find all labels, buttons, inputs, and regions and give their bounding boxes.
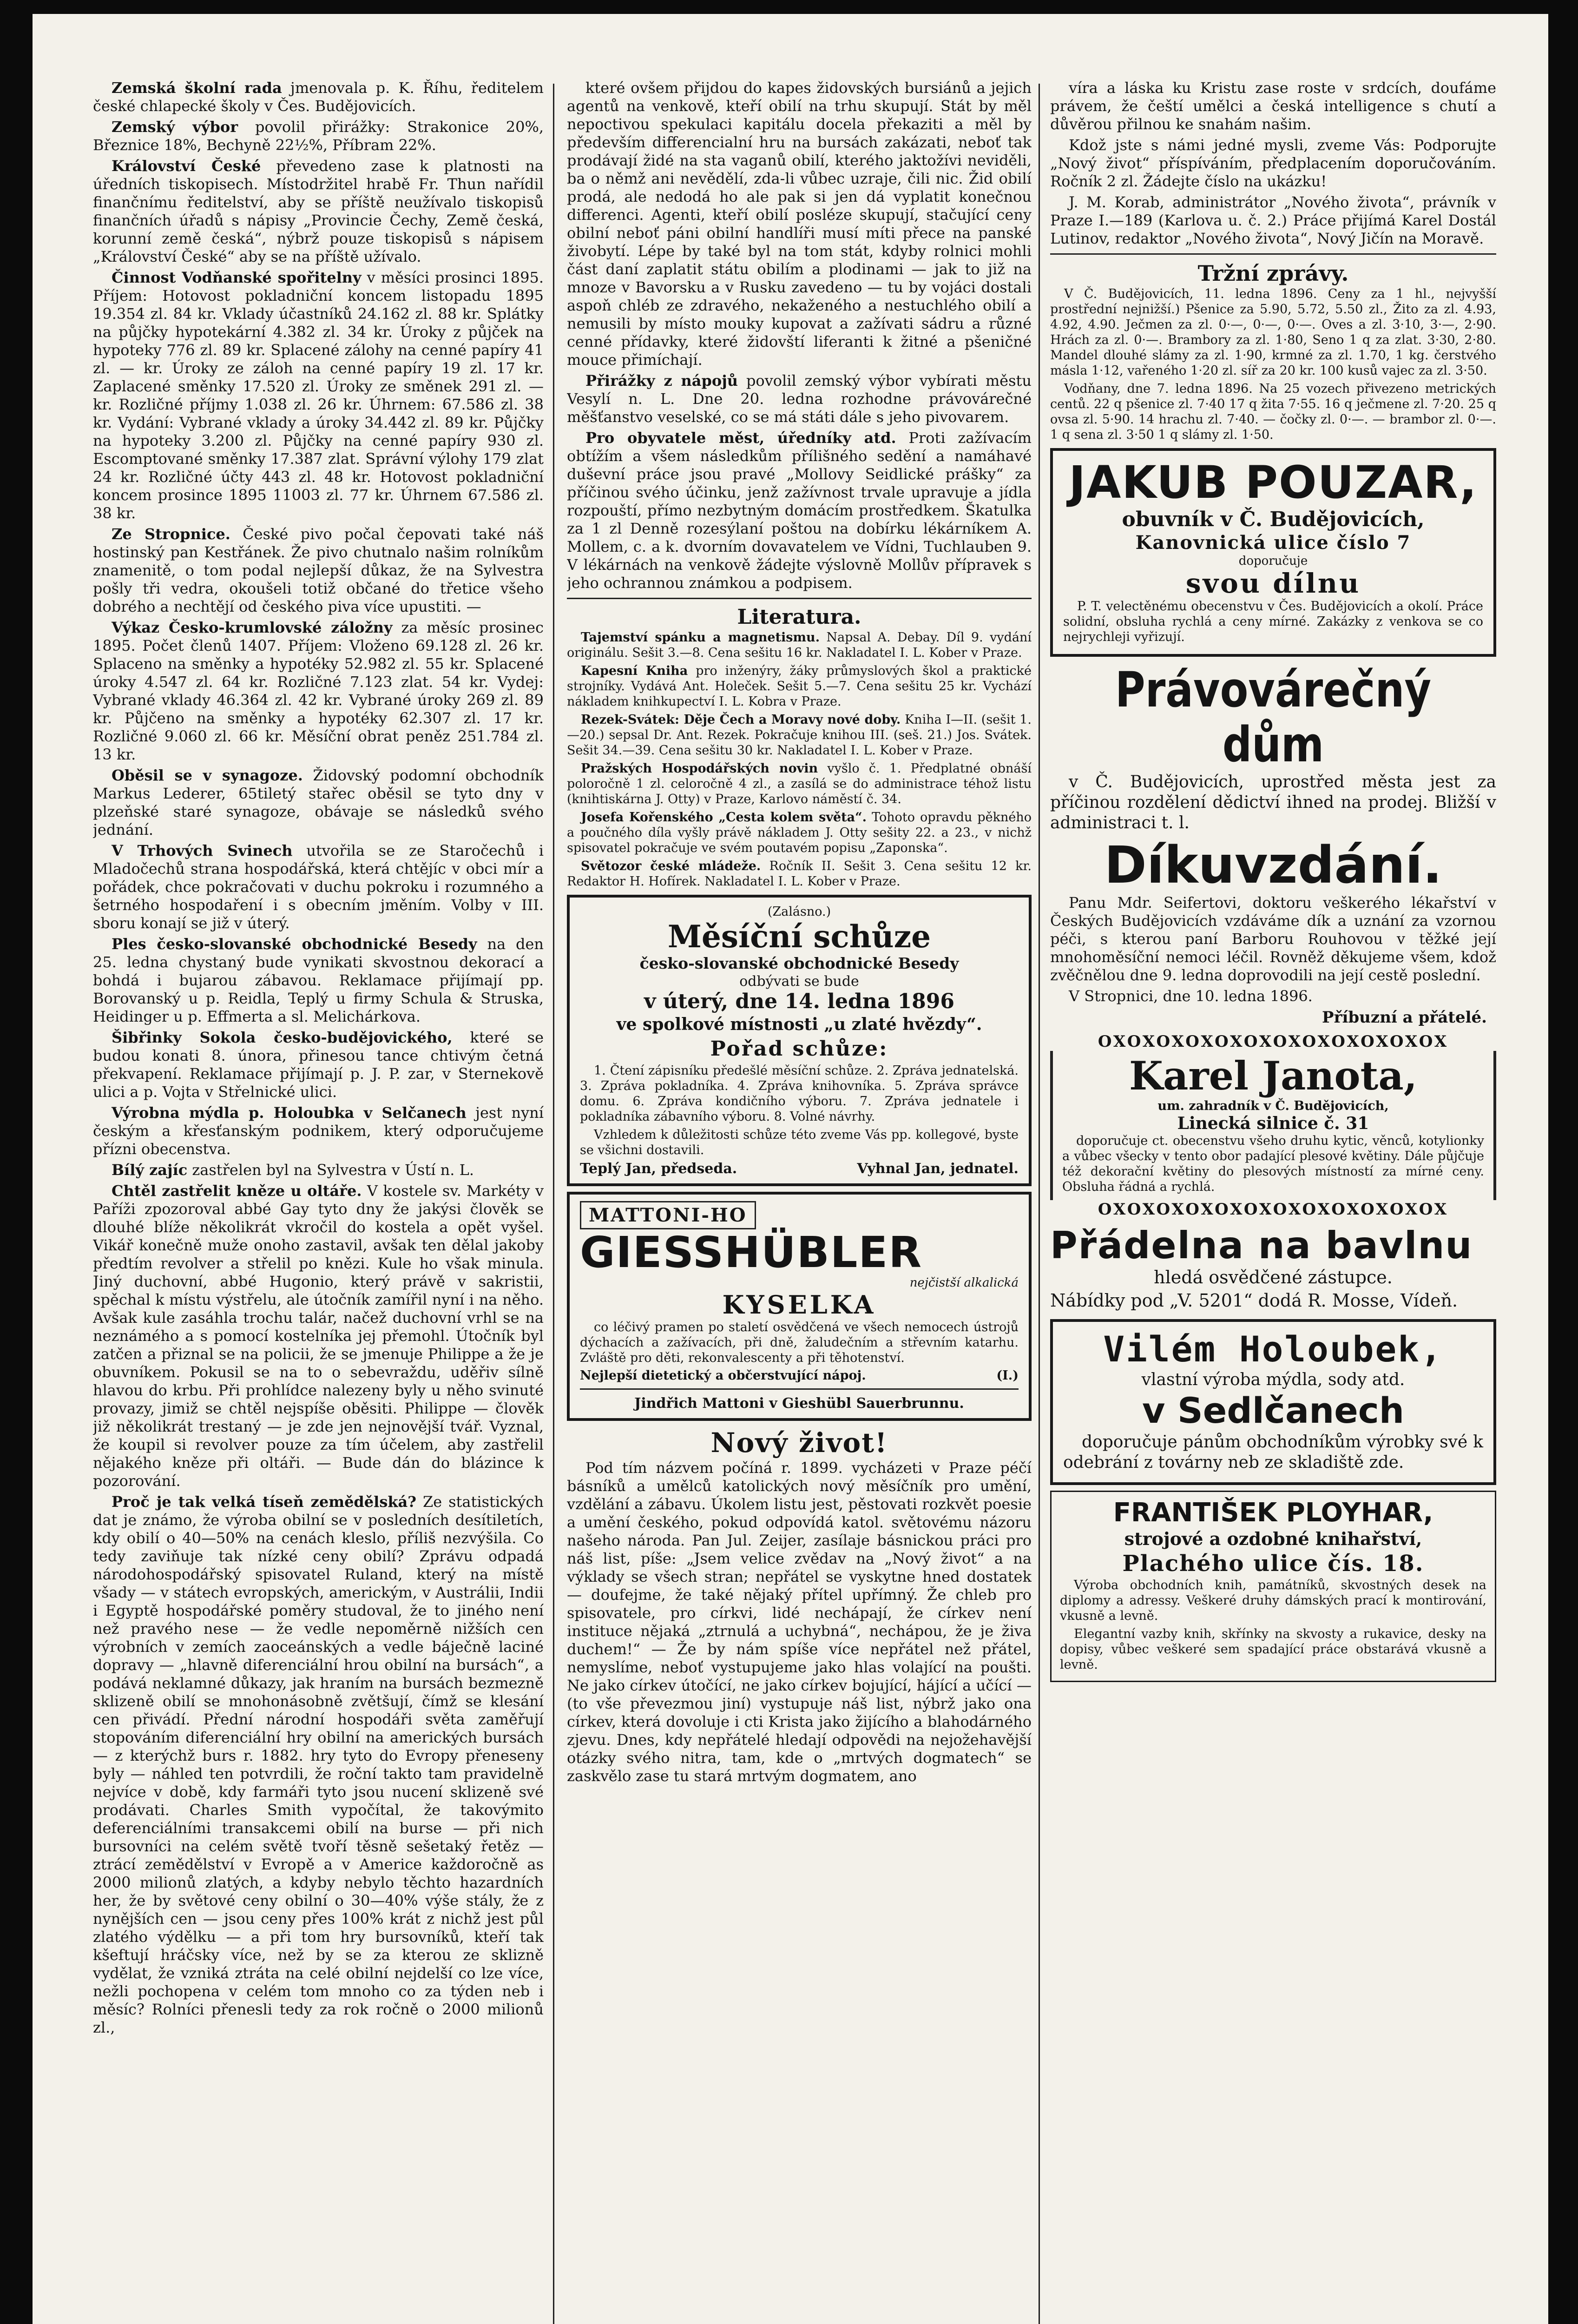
news-item [93, 1493, 544, 2037]
news-item [93, 157, 544, 266]
news-item [567, 712, 1032, 758]
news-item-lead: Světozor české mládeže. [581, 859, 761, 873]
pouzar-line4: svou dílnu [1185, 568, 1361, 599]
schuze-place: ve spolkové místnosti „u zlaté hvězdy“. [616, 1015, 982, 1034]
news-item [93, 79, 544, 115]
news-item-text: povolil zemský výbor vybírati městu Vesylí n. L. Dne 20. ledna rozhodne právovárečné měšťanstvo veselské, co se má státi dále s jeho pivovarem. [567, 372, 1032, 426]
news-item-text: Napsal A. Debay. Díl 9. vydání originálu. Sešit 3.—8. Cena sešitu 16 kr. Nakladatel I. L. Kober v Praze. [567, 630, 1032, 660]
news-item-lead: Oběsil se v synagoze. [112, 766, 303, 784]
ployhar-line1: strojové a ozdobné knihařství, [1124, 1528, 1422, 1549]
news-item-lead: Výkaz Česko-krumlovské záložny [112, 619, 393, 636]
news-item [567, 372, 1032, 426]
news-item [567, 858, 1032, 889]
ployhar-body2: Elegantní vazby knih, skřínky na skvosty a rukavice, desky na dopisy, vůbec veškeré sem spadající práce obstarává vkusně a levně. [1060, 1627, 1486, 1672]
news-item-text: Ročník II. Sešit 3. Cena sešitu 12 kr. Redaktor H. Hofírek. Nakladatel I. L. Kober v Praze. [567, 859, 1032, 889]
news-item-lead: Josefa Kořenského „Cesta kolem světa“. [581, 810, 867, 825]
sign-predseda: Teplý Jan, předseda. [580, 1161, 737, 1177]
holoubek-line1: vlastní výroba mýdla, sody atd. [1141, 1370, 1405, 1389]
trzni-budejovice: V Č. Budějovicích, 11. ledna 1896. Ceny za 1 hl., nejvyšší prostřední nejnižší.) Pšenice za 5.90, 5.72, 5.50 zl., Žito za zl. 4.93, 4.92, 4.90. Ječmen za zl. 0·—, 0·—, 0·—. Oves a zl. 3·10, 3·—, 2·90. Hrách za zl. 0·—. Brambory za zl. 1·80, Seno 1 q za zlat. 3·30, 2·80. Mandel dlouhé slámy za zl. 1·90, krmné za zl. 1.70, 1 kg. čerstvého másla 1·12, vařeného 1·20 zl. síř za 20 kr. 100 kusů vajec za zl. 3·50. [1050, 287, 1496, 378]
news-item-lead: Pro obyvatele měst, úředníky atd. [585, 429, 896, 447]
dikuvzdani-sign: Příbuzní a přátelé. [1322, 1008, 1487, 1027]
news-item [93, 619, 544, 764]
news-item [93, 935, 544, 1026]
news-item-text: V kostele sv. Markéty v Paříži zpozoroval abbé Gay tyto dny že jakýsi člověk se dlouhé blíže několikrát vkročil do kostela a opět vyšel. Vikář konečně muže onoho zastavil, avšak ten dělal jakoby předtím revolver a střelil po knězi. Kule ho však minula. Jiný duchovní, abbé Hugonio, který právě v sakristii, spěchal k místu výstřelu, ale útočník zamířil nyní i na něho. Avšak kule zasáhla trochu talár, načež duchovní vrhl se na neznámého a s pomocí kostelníka jej přemohl. Útočník byl zatčen a přiznal se na policii, že se jmenuje Philippe a že je obuvníkem. Pokusil se na to o sebevraždu, uděřiv sílně hlavou do krbu. Při prohlídce nalezeny byly u něho svinuté provazy, jimiž se chtěl nejspíše oběsiti. Philippe — člověk již několikrát trestaný — je zde jen nejnovější tvář. Vyznal, že koupil si revolver pouze za tím účelem, aby zastřelil nějakého kněze při oltáři. — Bude dán do blázince k pozorování. [93, 1182, 544, 1490]
news-item-text: pro inženýry, žáky průmyslových škol a praktické strojníky. Vydává Ant. Holeček. Sešit 5.—7. Cena sešitu 25 kr. Vychází nákladem knihkupectví I. L. Kobra v Praze. [567, 664, 1032, 709]
news-item [93, 766, 544, 839]
news-item [93, 1029, 544, 1101]
section-title-literatura: Literatura. [737, 605, 861, 629]
news-item-lead: Přirážky z nápojů [585, 372, 738, 390]
column-left [93, 79, 544, 2324]
mattoni-tag: nejčistší alkalická [909, 1276, 1019, 1290]
schuze-title: Měsíční schůze [667, 918, 931, 955]
news-item-lead: Proč je tak velká tíseň zemědělská? [112, 1493, 416, 1511]
news-item-text: Ze statistických dat je známo, že výroba obilní se v posledních desítiletích, kdy obilí o 40—50% na cenách kleslo, příliš nezvýšila. Co tedy zaviňuje tak nízké ceny obilí? Zprávu odpadá národohospodářský spisovatel Ruland, který na místě všady — v státech evropských, americkým, v Austrálii, Indii i Egyptě hospodářské poměry studoval, že to jiného není než pravého nese — že vedle nepoměrně nižších cen výrobních v zemích zaoceánských a vedle báječně laciné dopravy — „hlavně diferenciální hrou obilní na bursách“, a podává neklamné důkazy, jak hraním na bursách bezmezně sklizeně obilí se mnohonásobně zvětšují, čímž se klesání cen přivádí. Přední národní hospodáři světa zaměřují stopováním diferenciální hry obilní na amerických bursách — z kterýchž burs r. 1882. hry tyto do Evropy přeneseny byly — náhled ten potvrdili, že roční takto tam pravidelně nejvíce v době, kdy farmáři tyto jsou nucení sklizeně své prodávati. Charles Smith vypočítal, že takovýmito deferenciálními transakcemi obilí na burse — při nich bursovníci na celém světě tvoří těsně sešetaký řetěz — ztrácí zemědělství v Evropě a v Americe každoročně as 2000 milionů zlatých, a kdyby nebylo těchto hazardních her, že by světové ceny obilní o 30—40% výše stály, že z nynějších cen — jsou ceny přes 100% krát z nichž jest půl zlatého výdělku — a při tom hry bursovníků, kteří tak kšeftují hráčsky více, než by se za kterou ze sklizně vydělat, že vzniká ztráta na celé obilní nejdelší co lze více, nežli pochopena v celém tom mnoho co za týden neb i měsíc? Rolníci přenesli tedy za rok ročně o 2000 milionů zl., [93, 1493, 544, 2036]
news-item [567, 810, 1032, 856]
column-right [1050, 79, 1496, 2324]
literatura-list [567, 630, 1032, 889]
ad-ployhar [1050, 1491, 1496, 1682]
news-item-text: v měsíci prosinci 1895. Příjem: Hotovost pokladniční koncem listopadu 1895 19.354 zl. 84 kr. Vklady účastníků 24.162 zl. 88 kr. Splátky na půjčky hypotekární 4.382 zl. 34 kr. Úroky z půjček na hypoteky 776 zl. 89 kr. Splacené zálohy na cenné papíry 41 zl. — kr. Úroky ze záloh na cenné papíry 19 zl. 17 kr. Zaplacené směnky 17.520 zl. Úroky ze směnek 291 zl. — kr. Rozličné příjmy 1.038 zl. 26 kr. Úhrnem: 67.586 zl. 38 kr. Vydání: Vybrané vklady a úroky 34.442 zl. 89 kr. Půjčky na hypoteky 3.200 zl. Půjčky na cenné papíry 930 zl. Escomptované směnky 17.387 zlat. Správní výlohy 179 zlat 24 kr. Rozličné účty 443 zl. 48 kr. Hotovost pokladniční koncem prosince 1895 11003 zl. 77 kr. Úhrnem 67.586 zl. 38 kr. [93, 269, 544, 522]
ployhar-name: FRANTIŠEK PLOYHAR, [1113, 1498, 1433, 1528]
news-item-text: Židovský podomní obchodník Markus Lederer, 65tiletý stařec oběsil se tyto dny v plzeňské staré synagoze, obávaje se následků svého jednání. [93, 766, 544, 838]
holoubek-place: v Sedlčanech [1142, 1390, 1404, 1431]
ad-mesicni-schuze [567, 895, 1032, 1186]
pouzar-line1: obuvník v Č. Budějovicích, [1122, 508, 1425, 531]
news-item-lead: Království České [112, 157, 261, 175]
news-item-lead: Chtěl zastřelit kněze u oltáře. [112, 1182, 362, 1200]
news-item [93, 1161, 544, 1179]
schuze-kicker: odbývati se bude [739, 973, 859, 990]
ad-janota [1050, 1032, 1496, 1219]
divider [1050, 253, 1496, 255]
news-list-middle [567, 79, 1032, 592]
news-item-text: jmenovala p. K. Říhu, ředitelem české chlapecké školy v Čes. Budějovicích. [93, 79, 544, 115]
newspaper-page [33, 14, 1548, 2324]
janota-line1: um. zahradník v Č. Budějovicích, [1157, 1099, 1389, 1113]
news-item-lead: V Trhových Svinech [112, 842, 293, 859]
news-item [93, 118, 544, 154]
schuze-signatures [580, 1161, 1019, 1177]
schuze-program-title: Pořad schůze: [710, 1037, 888, 1061]
mattoni-kind: KYSELKA [722, 1290, 876, 1320]
holoubek-body: doporučuje pánům obchodníkům výrobky své k odebrání z továrny neb ze skladiště zde. [1063, 1433, 1483, 1472]
trzni-vodnany: Vodňany, dne 7. ledna 1896. Na 25 vozech přivezeno metrických centů. 22 q pšenice zl. 7·40 17 q žita 7·55. 16 q ječmene zl. 7·20. 25 q ovsa zl. 5·90. 14 hrachu zl. 7·40. — čočky zl. 0·—. — brambor zl. 0·—. 1 q sena zl. 3·50 1 q slámy zl. 1·50. [1050, 382, 1496, 442]
news-item [567, 663, 1032, 709]
novy-zivot-title: Nový život! [710, 1427, 888, 1459]
news-item-text: Proti zažívacím obtížím a všem následkům přílišného sedění a namáhavé duševní práce jsou pravé „Mollovy Seidlické prášky“ za příčinou svého účinku, jenž zažívnost trvale upravuje a jídla rozpouští, přímo nezbytným domácím prostředkem. Škatulka za 1 zl Denně rozesýlaní poštou na dobírku lékárníkem A. Mollem, c. a k. dvorním dovavatelem ve Vídni, Tuchlauben 9. V lékárnách na venkově žádejte výslovně Mollův přípravek s jeho ochrannou známkou a podpisem. [567, 429, 1032, 592]
janota-name: Karel Janota, [1129, 1053, 1418, 1099]
news-item [93, 1182, 544, 1490]
novy-zivot-continued: víra a láska ku Kristu zase roste v srdcích, doufáme právem, že čeští umělci a česká intelligence s chutí a důvěrou přilnou ke snahám našim. [1050, 79, 1496, 133]
pradelna-line: hledá osvědčené zástupce. [1154, 1267, 1393, 1287]
news-item [567, 761, 1032, 807]
novy-zivot-admin: J. M. Korab, administrátor „Nového života“, právník v Praze I.—189 (Karlova u. č. 2.) Práce přijímá Karel Dostál Lutinov, redaktor „Nového života“, Nový Jičín na Moravě. [1050, 193, 1496, 247]
news-item-text: povolil přirážky: Strakonice 20%, Březnice 18%, Bechyně 22½%, Příbram 22%. [93, 118, 544, 154]
novy-zivot-text: Pod tím názvem počíná r. 1899. vycházeti v Praze péčí básníků a umělců katolických nový měsíčník pro umění, vzdělání a zábavu. Úkolem listu jest, pěstovati rozkvět poesie a umění českého, pokud odpovídá katol. světovému názoru našeho národa. Pan Jul. Zeijer, zasílaje básnickou práci pro náš list, píše: „Jsem velice zvědav na „Nový život“ a na výklady se všech stran; nepřátel se vyskytne hned dostatek — doufejme, že také nějaký přítel upřímný. Že chleb pro spisovatele, pro církvi, lidé nechápají, že církev není instituce nějaká „ztrnulá a uchybná“, nechápou, že je živa duchem!“ — Že by nám spíše více nepřátel než přátel, nemyslíme, neboť vystupujeme jako hlas volající na poušti. Ne jako církev útočící, ne jako církev bojující, hájící a učící — (to vše převezmou jiní) vystupuje náš list, nýbrž jako ona církev, která dovoluje i cti Krista jako žijícího a blahodárného zjevu. Dnes, kdy nepřátelé hledají odpovědi na nejožehavější otázky svého nitra, tam, kde o „mrtvých dogmatech“ se zaskvělo zase tu stará mrtvým dogmatem, ano [567, 1459, 1032, 1785]
news-item-lead: Kapesní Knihа [581, 664, 688, 678]
news-item-lead: Zemská školní rada [112, 79, 282, 97]
news-item-text: České pivo počal čepovati také náš hostinský pan Kestřánek. Že pivo chutnalo našim rolníkům znamenitě, o tom podal nejlepší důkaz, že na Sylvestra pošly tři vedra, okoušeli totiž občané do třetice všeho dobrého a nechtějí od českého piva více upustiti. — [93, 525, 544, 615]
dikuvzdani-text: Panu Mdr. Seifertovi, doktoru veškerého lékařství v Českých Budějovicích vzdáváme dík a uznání za vzornou péči, s kterou paní Barboru Rouhovou v těžké její mnohoměsíční nemoci léčil. Rovněž děkujeme všem, kdož zvěčnělou dne 9. ledna doprovodili na její cestě poslední. [1050, 894, 1496, 984]
news-item [93, 1104, 544, 1158]
dikuvzdani-place: V Stropnici, dne 10. ledna 1896. [1069, 987, 1313, 1005]
news-item-lead: Pražských Hospodářských novin [581, 761, 818, 776]
ad-mattoni [567, 1192, 1032, 1421]
news-item-text: za měsíc prosinec 1895. Počet členů 1407. Příjem: Vloženo 69.128 zl. 26 kr. Splaceno na směnky a hypotéky 52.982 zl. 55 kr. Splacené úroky 4.547 zl. 64 kr. Rozličné 7.123 zlat. 54 kr. Vydej: Vybrané vklady 46.364 zl. 42 kr. Vybrané úroky 269 zl. 89 kr. Půjčeno na směnky a hypotéky 62.307 zl. 17 kr. Rozličné 9.060 zl. 66 kr. Měsíční obrat peněz 251.784 zl. 13 kr. [93, 619, 544, 763]
news-item-lead: Šibřinky Sokola česko-budějovického, [112, 1029, 453, 1046]
ployhar-line2: Plachého ulice čís. 18. [1122, 1551, 1424, 1577]
news-item-text: které ovšem přijdou do kapes židovských bursiánů a jejich agentů na venkově, kteří obilí na trhu skupují. Stát by měl nepoctivou spekulaci kapitálu docela překaziti a měl by především differencialní hru na bursách zakázati, neboť tak prodávají židé na sta vaganů obilí, kterého jaktožívi neviděli, ba o němž ani nevědělí, zda-li vůbec uzraje, čili nic. Žid obilí prodá, ale nedodá ho ale pak si jen dá vyplatit konečnou differenci. Agenti, kteří obilí posléze skupují, stačující ceny obilní neboť páni obilní handlíři musí míti přece na panské živobytí. Lépe by také byl na tom stát, kdyby rolnici mohli část daní zaplatit státu obilím a plodinami — jak to již na mnoze v Bavorsku a v Rusku zavedeno — tu by vojáci dostali aspoň chléb ze zdravého, nekaženého a nestuchlého obilí a nemusili by místo mouky kupovat a zažívati sádru a různé cenné přídavky, které židovští liferanti k žitné a pšeničné mouce přimíchají. [567, 79, 1032, 369]
mattoni-foot: Jindřich Mattoni v Gieshübl Sauerbrunnu. [634, 1395, 964, 1412]
news-item-text: Kniha I—II. (sešit 1.—20.) sepsal Dr. Ant. Rezek. Pokračuje knihou III. (seš. 21.) Jos. Svátek. Sešit 34.—39. Cena sešitu 30 kr. Nakladatel I. L. Kober v Praze. [567, 713, 1032, 758]
news-item-lead: Bílý zajíc [112, 1161, 188, 1179]
zaslano-label: (Zalásno.) [767, 905, 831, 919]
column-divider [553, 84, 554, 2324]
pouzar-body: P. T. velectěnému obecenstvu v Čes. Budějovicích a okolí. Práce solidní, obsluha rychlá a ceny mírné. Zakázky z venkova se co nejrychleji vyřizují. [1063, 599, 1483, 644]
schuze-date: v úterý, dne 14. ledna 1896 [644, 990, 955, 1013]
news-item [567, 630, 1032, 660]
mattoni-line: Nejlepší dietetický a občerstvující nápoj. [580, 1368, 866, 1383]
trzni-title: Tržní zprávy. [1197, 261, 1349, 286]
pradelna-offer: Nábídky pod „V. 5201“ dodá R. Mosse, Vídeň. [1050, 1290, 1458, 1311]
news-item-lead: Rezek-Svátek: Děje Čech a Moravy nové doby. [581, 713, 901, 727]
news-item-lead: Ples česko-slovanské obchodnické Besedy [112, 935, 477, 953]
janota-border-bottom: OXOXOXOXOXOXOXOXOXOXOXOX [1098, 1200, 1449, 1219]
schuze-program: 1. Čtení zápisníku předešlé měsíční schůze. 2. Zpráva jednatelská. 3. Zpráva pokladníka. 4. Zpráva knihovníka. 5. Zpráva správce domu. 6. Zpráva kondičního výboru. 7. Zpráva jednatele i pokladníka zábavního výboru. 8. Volné návrhy. [580, 1063, 1019, 1124]
news-item [93, 269, 544, 522]
divider [567, 598, 1032, 599]
news-item-text: jest nyní českým a křesťanským podnikem, který odporučujeme přízni obecenstva. [93, 1104, 544, 1158]
janota-body: doporučuje ct. obecenstvu všeho druhu kytic, věnců, kotylionky a vůbec všecky v tento obor padající plesové květiny. Dále půjčuje též dekorační květiny do plesových místností za mírné ceny. Obsluha řádná a rychlá. [1062, 1134, 1484, 1194]
ad-holoubek [1050, 1319, 1496, 1485]
news-item [567, 429, 1032, 592]
news-item [93, 842, 544, 932]
pouzar-line3: doporučuje [1238, 554, 1308, 568]
schuze-footer: Vzhledem k důležitosti schůze této zveme Vás pp. kollegové, byste se všichni dostavili. [580, 1128, 1019, 1157]
news-item-text: převedeno zase k platnosti na úředních tiskopisech. Místodržitel hrabě Fr. Thun nařídil finančnímu ředitelství, aby se příště neužívalo tiskopisů finančních úřadů s nápisy „Provincie Čechy, Země česká, korunní země česká“, nýbrž pouze tiskopisů s nápisem „Království České“ aby se na příště užívalo. [93, 157, 544, 265]
news-item [93, 525, 544, 616]
column-middle [567, 79, 1032, 2324]
news-list [93, 79, 544, 2037]
news-item-text: Tohoto opravdu pěkného a poučného díla vyšly právě nákladem J. Otty sešity 22. a 23., v nichž spisovatel pokračuje ve svém poutavém popisu „Zaponska“. [567, 810, 1032, 855]
janota-line2: Linecká silnice č. 31 [1177, 1114, 1369, 1133]
sign-jednatel: Vyhnal Jan, jednatel. [857, 1161, 1019, 1177]
pravovar-title: Právovárečný dům [1115, 661, 1432, 773]
janota-box [1050, 1051, 1496, 1200]
divider [580, 1388, 1019, 1390]
news-item-text: na den 25. ledna chystaný bude vynikati skvostnou dekorací a bohdá i bujarou zábavou. Reklamace přijímají pp. Borovanský u p. Reidla, Teplý u firmy Schula & Struska, Heidinger u p. Effmerta a sl. Melichárkova. [93, 935, 544, 1025]
novy-zivot-appeal: Kdož jste s námi jedné mysli, zveme Vás: Podporujte „Nový život“ příspíváním, předplacením doporučováním. Ročník 2 zl. Žádejte číslo na ukázku! [1050, 136, 1496, 190]
holoubek-name: Vilém Holoubek, [1103, 1328, 1443, 1370]
mattoni-line-row [580, 1368, 1019, 1383]
news-item-lead: Zemský výbor [112, 118, 238, 136]
column-divider [1039, 84, 1040, 2324]
mattoni-mark: (I.) [996, 1368, 1019, 1383]
news-item [567, 79, 1032, 369]
schuze-subtitle: česko-slovanské obchodnické Besedy [639, 954, 959, 972]
pouzar-line2: Kanovnická ulice číslo 7 [1135, 532, 1411, 554]
mattoni-body: co léčivý pramen po staletí osvědčená ve všech nemocech ústrojů dýchacích a zažívacích, při dně, žaludečním a střevním katarhu. Zvláště pro děti, rekonvalescenty a při těhotenství. [580, 1320, 1019, 1365]
news-item-text: které se budou konati 8. února, přinesou tance chtivým četná překvapení. Reklamace přijímají p. J. P. zar, v Sternekově ulici a p. Vojta v Střelnické ulici. [93, 1029, 544, 1101]
pouzar-name: JAKUB POUZAR, [1069, 456, 1478, 508]
mattoni-top: MATTONI-HO [580, 1201, 756, 1229]
news-item-lead: Ze Stropnice. [112, 525, 230, 543]
dikuvzdani-title: Díkuvzdání. [1104, 835, 1442, 895]
news-item-lead: Výrobna mýdla p. Holoubka v Selčanech [112, 1104, 467, 1122]
ployhar-body: Výroba obchodních knih, památníků, skvostných desek na diplomy a adressy. Veškeré druhy dámských prací k montirování, vkusně a levně. [1060, 1578, 1486, 1623]
news-item-text: vyšlo č. 1. Předplatné obnáší poloročně 1 zl. celoročně 4 zl., a zasílá se do administrace téhož listu (knihtiskárna J. Otty) v Praze, Karlovo náměstí č. 34. [567, 761, 1032, 806]
ad-pouzar [1050, 448, 1496, 657]
news-item-lead: Činnost Vodňanské spořitelny [112, 269, 362, 286]
news-item-lead: Tajemství spánku a magnetismu. [581, 630, 820, 645]
janota-border-top: OXOXOXOXOXOXOXOXOXOXOXOX [1098, 1032, 1449, 1051]
news-item-text: utvořila se ze Staročechů i Mladočechů strana hospodářská, která chtějíc v obci mír a pořádek, chce pokračovati v duchu pokroku i rozumného a šetrného hospodaření i s obecním jměním. Volby v III. sboru konají se již v úterý. [93, 842, 544, 932]
news-item-text: zastřelen byl na Sylvestra v Ústí n. L. [192, 1161, 474, 1179]
pravovar-text: v Č. Budějovicích, uprostřed města jest za příčinou rozdělení dědictví ihned na prodej. Bližší v administraci t. l. [1050, 772, 1496, 832]
mattoni-brand: GIESSHÜBLER [580, 1228, 923, 1277]
pradelna-title: Přádelna na bavlnu [1050, 1224, 1473, 1267]
